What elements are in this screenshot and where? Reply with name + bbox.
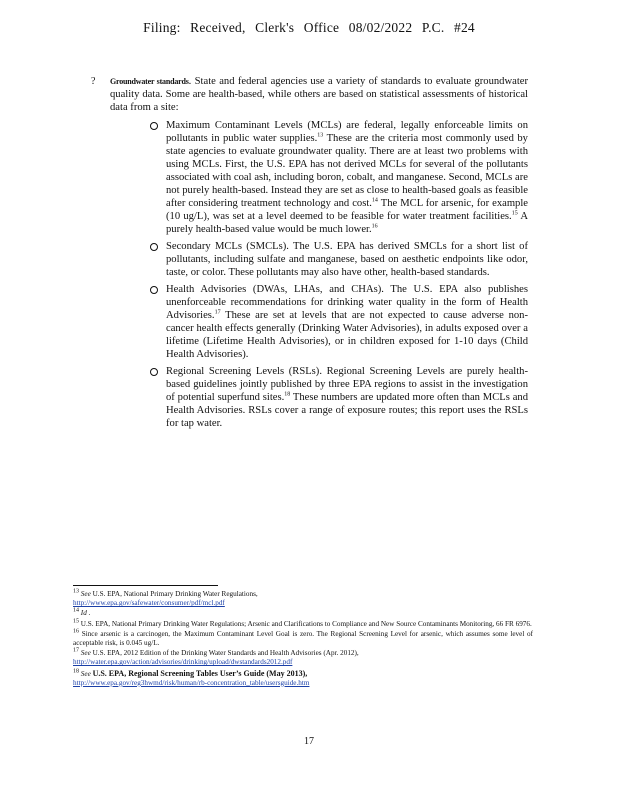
footnote-ref[interactable]: 13 (317, 132, 324, 139)
circle-bullet-icon (150, 368, 158, 376)
page-number: 17 (304, 736, 314, 747)
body-text (88, 75, 528, 434)
footnote-ref[interactable]: 16 (371, 223, 378, 230)
circle-bullet-icon (150, 122, 158, 130)
footnotes (73, 590, 533, 689)
footnote-13: $^{13}$ See U.S. EPA, National Primary Drinking Water Regulations, http://www.epa.gov/safewater/consumer/pdf/mcl.pdf (73, 588, 258, 608)
bullet-marker: ? (91, 76, 96, 87)
footnote-14: $^{14}$ Id . (73, 608, 91, 618)
filing-header: Filing: Received, Clerk's Office 08/02/2022 P.C. #24 (143, 20, 475, 35)
footnote-link[interactable]: http://water.epa.gov/action/advisories/drinking/upload/dwstandards2012.pdf (73, 658, 293, 667)
footnote-link[interactable]: http://www.epa.gov/reg3hwmd/risk/human/rb-concentration_table/usersguide.htm (73, 678, 310, 687)
footnote-15: $^{15}$ U.S. EPA, National Primary Drinking Water Regulations; Arsenic and Clarifications to Compliance and New Source Contaminants Monitoring, 66 FR 6976. (73, 618, 532, 628)
list-item-mcls: Maximum Contaminant Levels (MCLs) are federal, legally enforceable limits on pollutants in public water supplies.$^{13}$ These are the criteria most commonly used by state agencies to evaluate groundwater quality. There are at least two problems with using MCLs. First, the U.S. EPA has not derived MCLs for several of the pollutants associated with coal ash, including boron, cobalt, and manganese. Second, MCLs are not purely health-based. Instead they are set as close to health-based goals as feasible after considering treatment technology and cost.$^{14}$ The MCL for arsenic, for example (10 ug/L), was set at a level deemed to be feasible for water treatment facilities.$^{15}$ A purely health-based value would be much lower.$^{16}$ (110, 119, 528, 236)
groundwater-standards-bullet (88, 75, 528, 430)
footnote-ref[interactable]: 17 (214, 309, 221, 316)
footnote-ref[interactable]: 15 (511, 210, 518, 217)
list-item-rsls: Regional Screening Levels (RSLs). Regional Screening Levels are purely health-based guidelines jointly published by three EPA regions to assist in the investigation of potential superfund sites.$^{18}$ These numbers are updated more often than MCLs and Health Advisories. RSLs cover a range of exposure routes; this report uses the RSLs for tap water. (110, 365, 528, 430)
intro-text: . State and federal agencies use a variety of standards to evaluate groundwater quality data. Some are health-based, while others are based on statistical assessments of historical data from a site: (110, 76, 528, 113)
lead-term: Groundwater standards (110, 77, 189, 86)
footnote-16: $^{16}$ Since arsenic is a carcinogen, the Maximum Contaminant Level Goal is zero. The Regional Screening Level for arsenic, which assumes some level of acceptable risk, is 0.045 ug/L. (73, 628, 533, 648)
circle-bullet-icon (150, 286, 158, 294)
footnote-ref[interactable]: 18 (284, 391, 291, 398)
circle-bullet-icon (150, 243, 158, 251)
standards-list (110, 119, 528, 430)
list-item-health-advisories: Health Advisories (DWAs, LHAs, and CHAs). The U.S. EPA also publishes unenforceable recommendations for drinking water quality in the form of Health Advisories.$^{17}$ These are set at levels that are not expected to cause adverse non-cancer health effects generally (Drinking Water Advisories), in adults exposed over a lifetime (Lifetime Health Advisories), or in children exposed for 1-10 days (Child Health Advisories). (110, 283, 528, 361)
footnote-ref[interactable]: 14 (371, 197, 378, 204)
footnote-divider (73, 585, 218, 586)
footnote-17: $^{17}$ See U.S. EPA, 2012 Edition of the Drinking Water Standards and Health Advisories (Apr. 2012), http://water.epa.gov/action/advisories/drinking/upload/dwstandards2012.pdf (73, 647, 359, 667)
footnote-18: $^{18}$ See U.S. EPA, Regional Screening Tables User’s Guide (May 2013), http://www.epa.gov/reg3hwmd/risk/human/rb-concentration_table/usersguide.htm (73, 668, 310, 687)
list-item-smcls: Secondary MCLs (SMCLs). The U.S. EPA has derived SMCLs for a short list of pollutants, including sulfate and manganese, based on aesthetic endpoints like odor, taste, or color. These pollutants may also have other, health-based standards. (110, 240, 528, 279)
footnote-link[interactable]: http://www.epa.gov/safewater/consumer/pdf/mcl.pdf (73, 599, 225, 608)
